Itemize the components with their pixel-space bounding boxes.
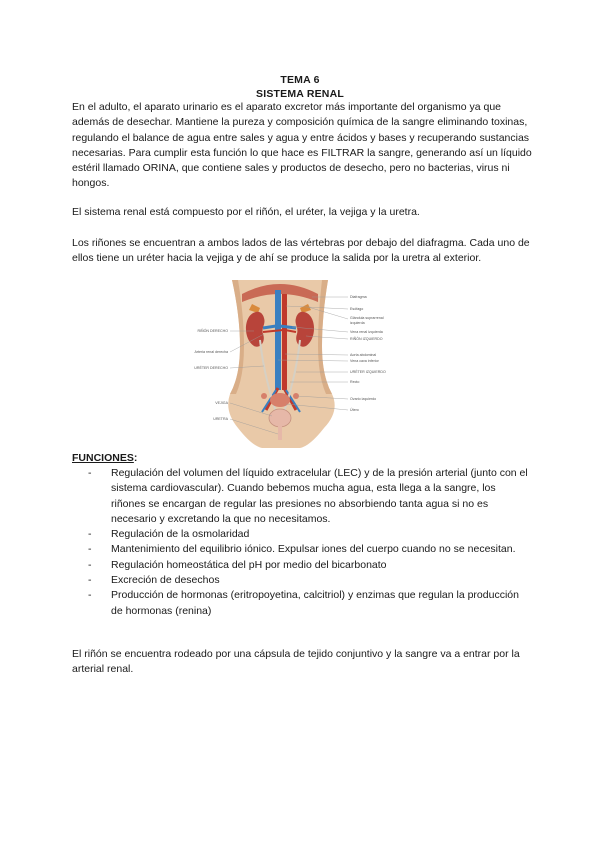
list-bullet: - — [88, 528, 92, 541]
label-glandula-izquierda: izquierda — [350, 321, 365, 325]
list-item-text: Mantenimiento del equilibrio iónico. Expulsar iones del cuerpo cuando no se necesitan. — [111, 543, 516, 556]
label-rinon-derecho: RIÑÓN DERECHO — [197, 329, 228, 333]
list-item — [88, 527, 528, 542]
label-recto: Recto — [350, 380, 360, 384]
location-paragraph: Los riñones se encuentran a ambos lados de las vértebras por debajo del diafragma. Cada uno de ellos tiene un uréter hacia la vejiga y de ahí se produce la salida por la uretra al exterior. — [72, 237, 530, 265]
bladder-shape — [269, 409, 291, 427]
functions-heading — [72, 452, 137, 464]
label-vena-renal-izquierda: Vena renal izquierda — [350, 330, 383, 334]
label-diafragma: Diafragma — [350, 295, 367, 299]
list-item-text: Regulación de la osmolaridad — [111, 528, 250, 541]
list-item — [88, 588, 528, 619]
functions-heading-colon: : — [133, 452, 138, 464]
label-glandula-suprarrenal: Glándula suprarrenal — [350, 316, 384, 320]
anatomy-illustration — [172, 276, 416, 450]
document-subtitle: SISTEMA RENAL — [256, 88, 344, 100]
list-bullet: - — [88, 589, 92, 602]
label-arteria-renal-derecha: Arteria renal derecha — [194, 350, 228, 354]
label-ureter-derecho: URÉTER DERECHO — [194, 366, 228, 370]
urethra-shape — [278, 426, 282, 440]
label-esofago: Esófago — [350, 307, 364, 311]
uterus-shape — [270, 393, 290, 407]
label-ureter-izquierdo: URÉTER IZQUIERDO — [350, 370, 386, 374]
list-item — [88, 573, 528, 588]
document-title: TEMA 6 — [280, 74, 320, 86]
list-item — [88, 542, 528, 557]
urinary-system-figure — [172, 276, 416, 450]
intro-paragraph: En el adulto, el aparato urinario es el aparato excretor más importante del organismo ya que además de desechar. Mantiene la pureza y composición química de la sangre eliminando toxinas, regulando el balance de agua entre sales y agua y entre ácidos y bases y recuperando sustancias necesarias. Para cumplir esta función lo que hace es FILTRAR la sangre, generando así un líquido estéril llamado ORINA, que contiene sales y productos de desecho, pero no bacterias, virus ni hongos. — [72, 101, 532, 190]
label-aorta-abdominal: Aorta abdominal — [350, 353, 377, 357]
list-item-text: Excreción de desechos — [111, 574, 220, 587]
aorta-shape — [282, 294, 287, 390]
label-ovario-izquierdo: Ovario izquierdo — [350, 397, 377, 401]
list-bullet: - — [88, 574, 92, 587]
label-vejiga: VEJIGA — [215, 401, 228, 405]
label-utero: Útero — [350, 408, 359, 412]
list-item-text: Producción de hormonas (eritropoyetina, calcitriol) y enzimas que regulan la producción de hormonas (renina) — [111, 589, 519, 617]
list-item — [88, 466, 528, 527]
vena-cava-shape — [275, 290, 281, 390]
functions-list — [88, 466, 528, 619]
label-rinon-izquierdo: RIÑÓN IZQUIERDO — [350, 337, 383, 341]
functions-heading-text: FUNCIONES — [72, 452, 134, 464]
list-item — [88, 558, 528, 573]
list-bullet: - — [88, 467, 92, 479]
closing-paragraph: El riñón se encuentra rodeado por una cápsula de tejido conjuntivo y la sangre va a entrar por la arterial renal. — [72, 648, 520, 676]
label-vena-cava-inferior: Vena cava inferior — [350, 359, 379, 363]
list-item-text: Regulación del volumen del líquido extracelular (LEC) y de la presión arterial (junto con el sistema cardiovascular). Cuando bebemos mucha agua, esta llega a la sangre, los riñones se encargan de regular las presiones no absorbiendo tanta agua si no es necesario y excretando la que no necesitamos. — [111, 467, 528, 525]
components-paragraph: El sistema renal está compuesto por el riñón, el uréter, la vejiga y la uretra. — [72, 206, 420, 218]
list-bullet: - — [88, 543, 92, 556]
label-uretra: URETRA — [213, 417, 228, 421]
list-bullet: - — [88, 558, 92, 571]
list-item-text: Regulación homeostática del pH por medio del bicarbonato — [111, 558, 387, 571]
